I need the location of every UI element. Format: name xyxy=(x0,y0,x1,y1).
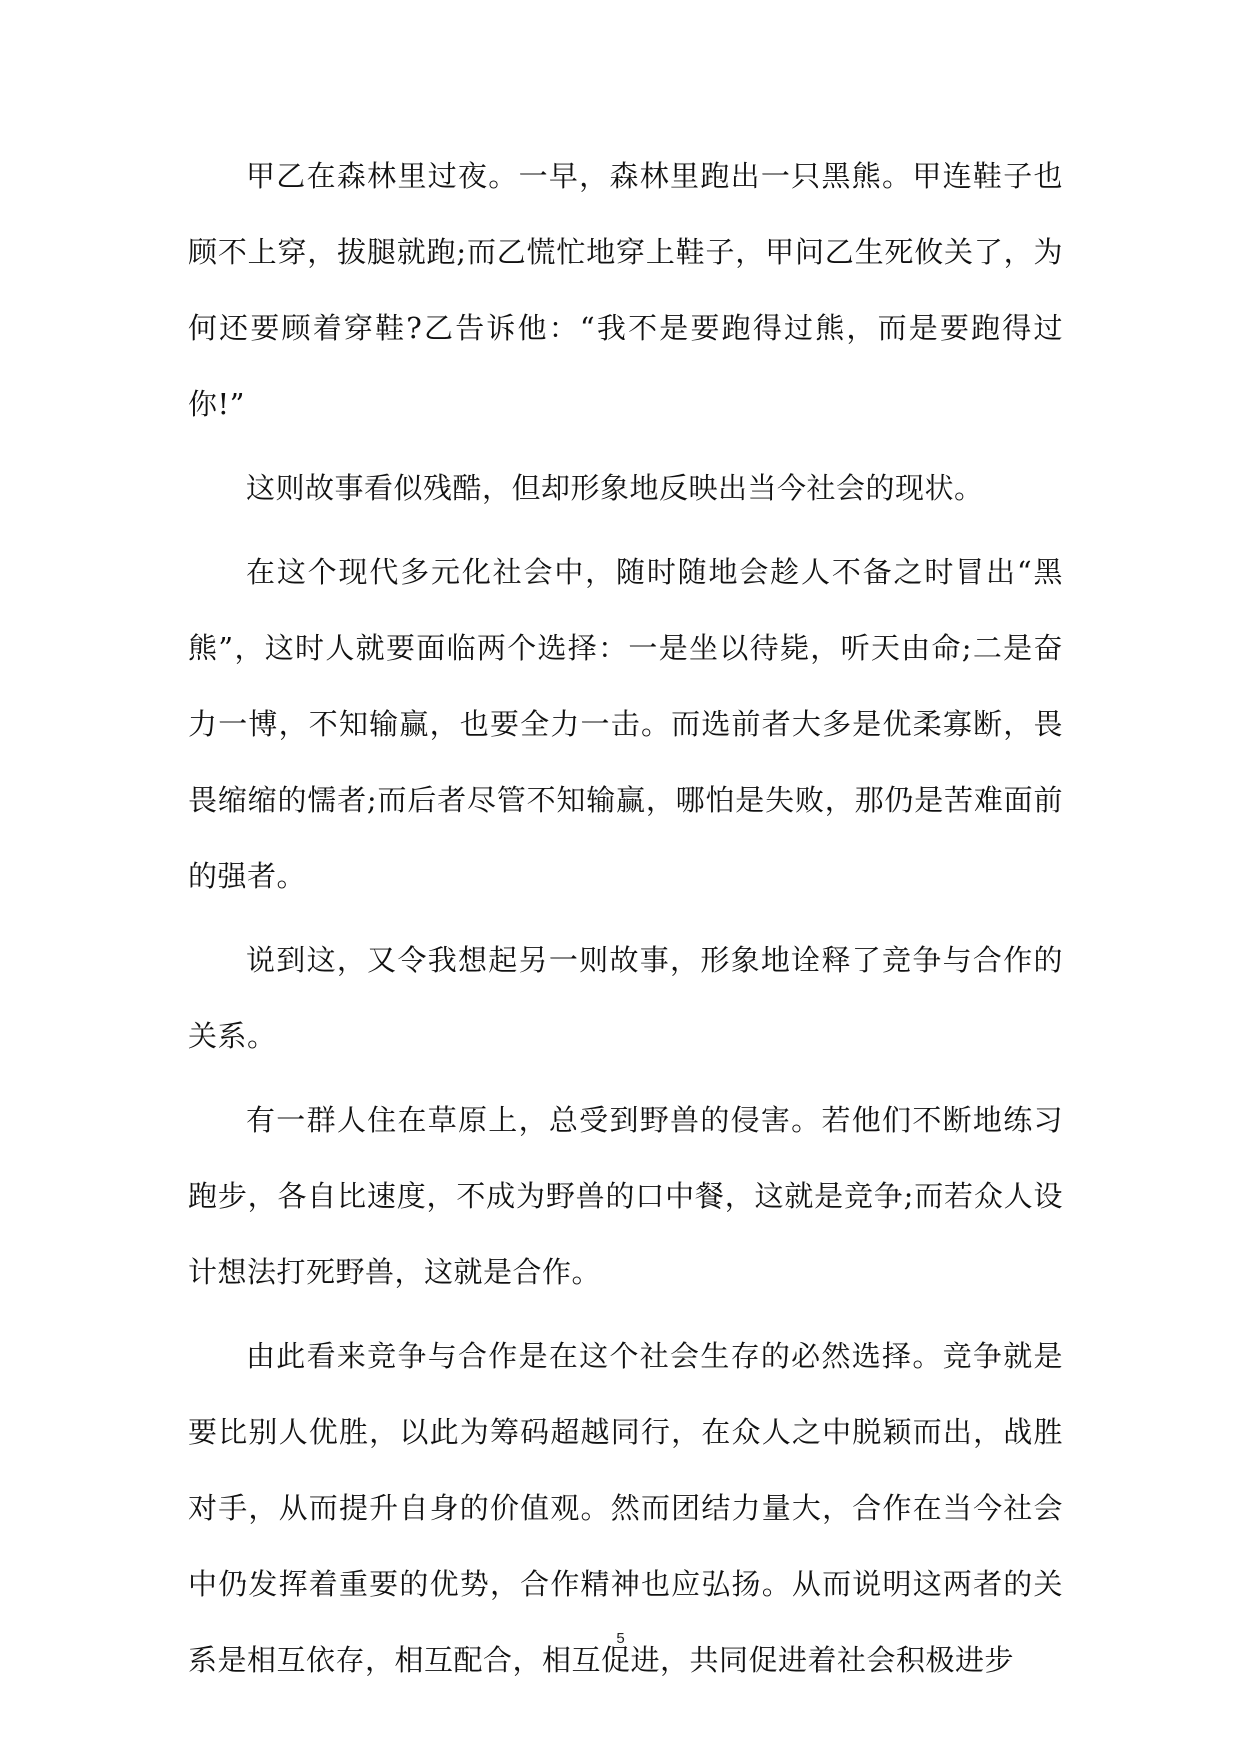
page-number: 5 xyxy=(616,1630,625,1647)
paragraph-conclusion: 由此看来竞争与合作是在这个社会生存的必然选择。竞争就是要比别人优胜，以此为筹码超越同行，在众人之中脱颖而出，战胜对手，从而提升自身的价值观。然而团结力量大，合作在当今社会中仍发挥着重要的优势，合作精神也应弘扬。从而说明这两者的关系是相互依存，相互配合，相互促进，共同促进着社会积极进步 xyxy=(188,1339,1063,1677)
paragraph-bear-story: 甲乙在森林里过夜。一早，森林里跑出一只黑熊。甲连鞋子也顾不上穿，拔腿就跑;而乙慌忙地穿上鞋子，甲问乙生死攸关了，为何还要顾着穿鞋?乙告诉他：“我不是要跑得过熊，而是要跑得过你!” xyxy=(188,159,1063,421)
document-body xyxy=(188,138,1063,1706)
paragraph-another-story: 说到这，又令我想起另一则故事，形象地诠释了竞争与合作的关系。 xyxy=(188,943,1063,1053)
paragraph-grassland-story: 有一群人住在草原上，总受到野兽的侵害。若他们不断地练习跑步，各自比速度，不成为野兽的口中餐，这就是竞争;而若众人设计想法打死野兽，这就是合作。 xyxy=(188,1103,1063,1289)
paragraph-story-reflection: 这则故事看似残酷，但却形象地反映出当今社会的现状。 xyxy=(246,471,984,505)
paragraph-two-choices: 在这个现代多元化社会中，随时随地会趁人不备之时冒出“黑熊”，这时人就要面临两个选择：一是坐以待毙，听天由命;二是奋力一博，不知输赢，也要全力一击。而选前者大多是优柔寡断，畏畏缩缩的懦者;而后者尽管不知输赢，哪怕是失败，那仍是苦难面前的强者。 xyxy=(188,555,1063,893)
